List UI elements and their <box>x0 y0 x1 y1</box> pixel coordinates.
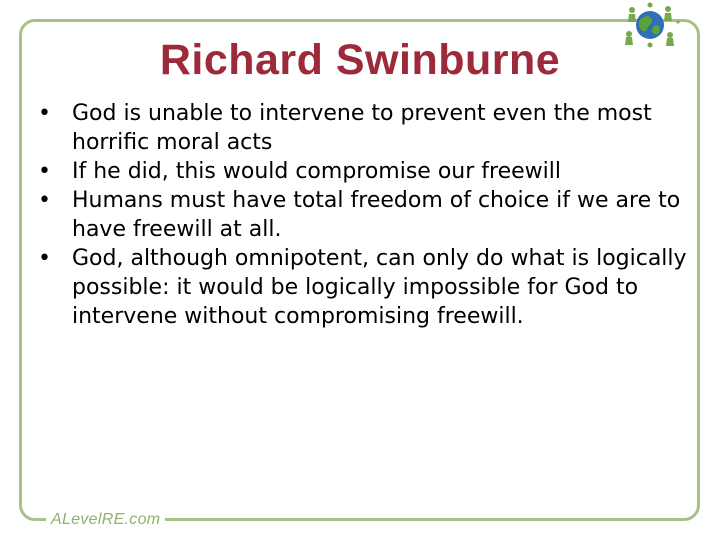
list-item <box>38 99 688 157</box>
slide-title: Richard Swinburne <box>159 36 561 84</box>
bullet-text: God is unable to intervene to prevent even the most horrific moral acts <box>72 101 652 155</box>
bullet-glyph: • <box>38 246 51 271</box>
bullet-glyph: • <box>38 188 51 213</box>
list-item <box>38 157 688 186</box>
bullet-glyph: • <box>38 159 51 184</box>
list-item <box>38 186 688 244</box>
bullet-text: God, although omnipotent, can only do what is logically possible: it would be logically impossible for God to intervene without compromising freewill. <box>72 246 687 329</box>
bullet-text: Humans must have total freedom of choice if we are to have freewill at all. <box>72 188 681 242</box>
bullet-text: If he did, this would compromise our freewill <box>72 159 561 184</box>
bullet-glyph: • <box>38 101 51 126</box>
brand-footer <box>46 511 165 529</box>
brand-logo-text: ALevelRE.com <box>51 511 161 528</box>
bullet-list <box>38 99 688 331</box>
list-item <box>38 244 688 331</box>
